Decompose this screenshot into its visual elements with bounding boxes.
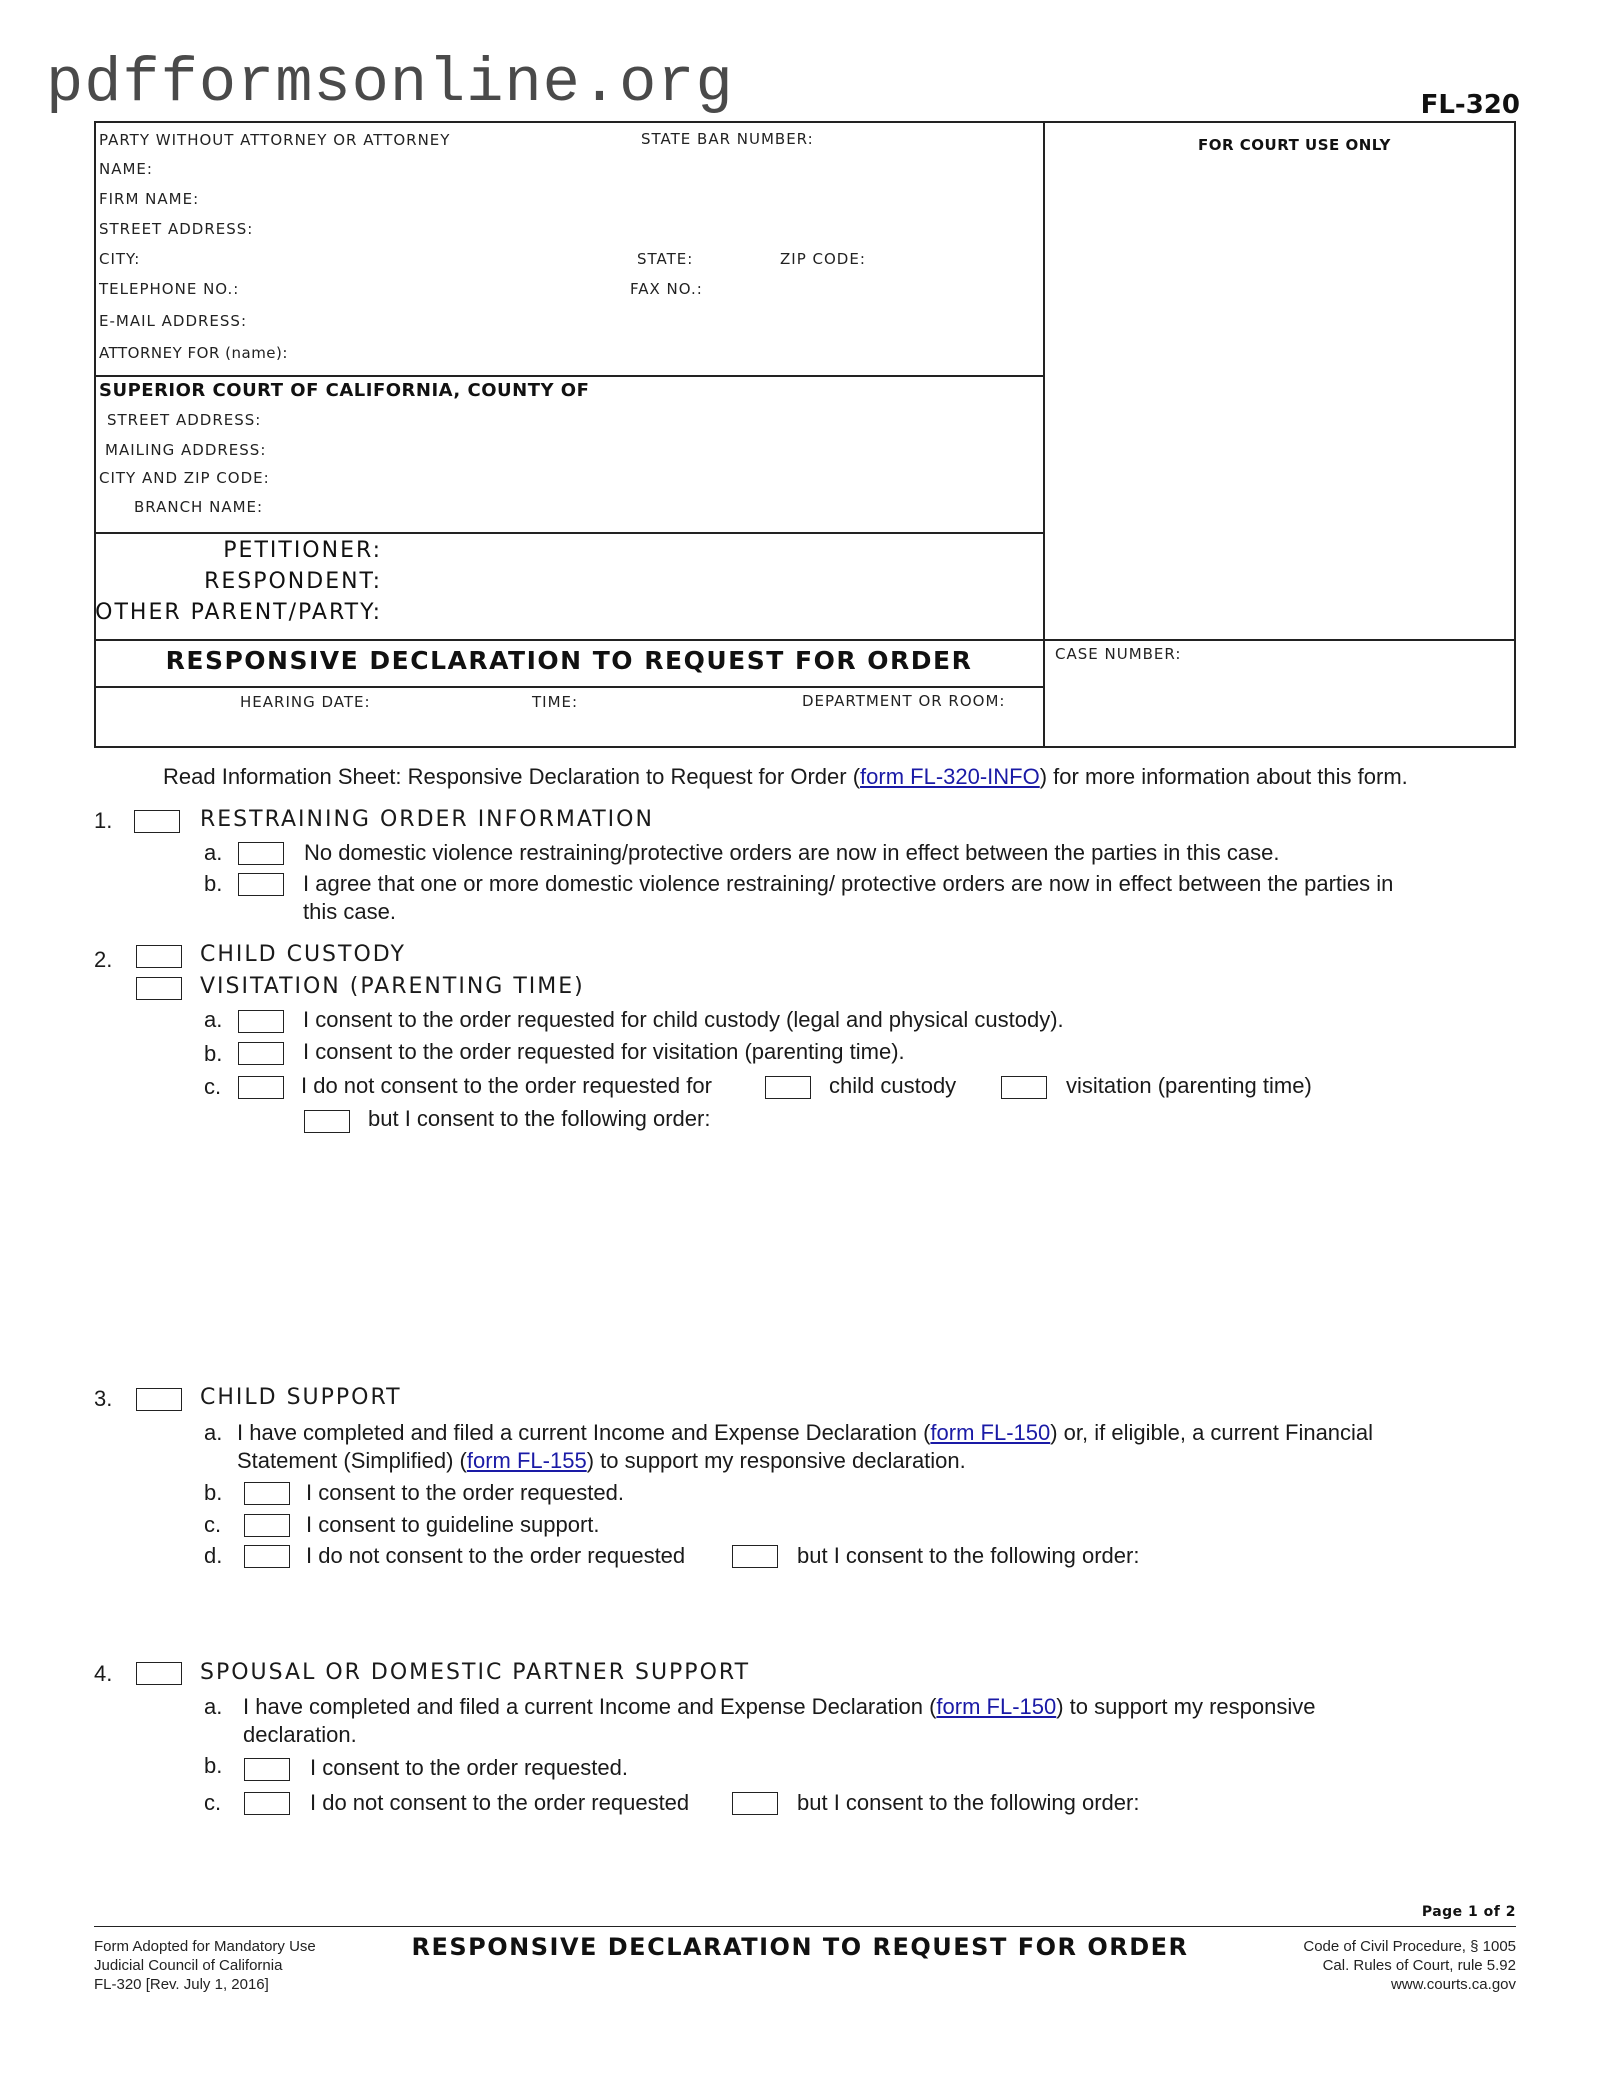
footer-revision: FL-320 [Rev. July 1, 2016] [94, 1976, 269, 1993]
branch-name-label: BRANCH NAME: [134, 498, 264, 516]
watermark: pdfformsonline.org [46, 48, 734, 119]
hearing-date-label: HEARING DATE: [240, 693, 371, 711]
item-4b-checkbox[interactable] [244, 1758, 290, 1781]
item-3d-text: I do not consent to the order requested [306, 1543, 686, 1568]
item-4c-letter: c. [204, 1790, 222, 1815]
item-3a-letter: a. [204, 1420, 223, 1445]
city-label: CITY: [99, 250, 141, 268]
intro-text-after: ) for more information about this form. [1039, 764, 1408, 789]
footer-rules: Cal. Rules of Court, rule 5.92 [1322, 1957, 1516, 1974]
item-1a-letter: a. [204, 840, 223, 865]
item-2c-but-text: but I consent to the following order: [368, 1106, 711, 1131]
item-3a-text1: I have completed and filed a current Income and Expense Declaration ( [237, 1420, 931, 1445]
item-2b-letter: b. [204, 1041, 223, 1066]
attorney-for-label: ATTORNEY FOR (name): [99, 344, 288, 362]
state-bar-label: STATE BAR NUMBER: [641, 130, 814, 148]
item-2a-checkbox[interactable] [238, 1010, 284, 1033]
party-label: PARTY WITHOUT ATTORNEY OR ATTORNEY [99, 131, 451, 149]
item-1b-letter: b. [204, 871, 223, 896]
footer-right [1303, 1937, 1516, 1994]
court-street-label: STREET ADDRESS: [107, 411, 262, 429]
item-2c-custody-label: child custody [829, 1073, 957, 1098]
item-2a-letter: a. [204, 1007, 223, 1032]
item-4c-text: I do not consent to the order requested [310, 1790, 690, 1815]
item-4c-checkbox[interactable] [244, 1792, 290, 1815]
item-1b-text-line2: this case. [303, 899, 396, 924]
section-1-title: RESTRAINING ORDER INFORMATION [200, 807, 654, 832]
footer-website: www.courts.ca.gov [1390, 1976, 1516, 1993]
footer-left [94, 1937, 316, 1994]
section-3-title: CHILD SUPPORT [200, 1385, 402, 1410]
item-4a-text2: ) to support my responsive [1056, 1694, 1316, 1719]
visitation-title: VISITATION (PARENTING TIME) [200, 974, 585, 999]
form-title: RESPONSIVE DECLARATION TO REQUEST FOR ORDER [165, 646, 973, 675]
item-2c-visitation-checkbox[interactable] [1001, 1076, 1047, 1099]
item-3b-checkbox[interactable] [244, 1482, 290, 1505]
item-3d-checkbox[interactable] [244, 1545, 290, 1568]
section-3-number: 3. [94, 1386, 113, 1411]
firm-name-label: FIRM NAME: [99, 190, 200, 208]
zip-code-label: ZIP CODE: [780, 250, 866, 268]
section-1-number: 1. [94, 808, 113, 833]
court-section-divider [94, 532, 1044, 534]
attorney-section-divider [94, 375, 1044, 377]
form-number: FL-320 [1420, 90, 1520, 120]
name-label: NAME: [99, 160, 153, 178]
fax-label: FAX NO.: [630, 280, 703, 298]
item-4a-line1 [243, 1694, 1315, 1720]
item-2c-but-checkbox[interactable] [304, 1110, 350, 1133]
court-title: SUPERIOR COURT OF CALIFORNIA, COUNTY OF [99, 380, 590, 401]
item-3c-letter: c. [204, 1512, 222, 1537]
visitation-checkbox[interactable] [136, 977, 182, 1000]
item-2b-text: I consent to the order requested for visitation (parenting time). [303, 1039, 905, 1064]
state-label: STATE: [637, 250, 694, 268]
title-bottom-divider [94, 686, 1044, 688]
item-2c-checkbox[interactable] [238, 1076, 284, 1099]
item-3d-letter: d. [204, 1543, 223, 1568]
child-custody-checkbox[interactable] [136, 945, 182, 968]
fl-320-info-link[interactable]: form FL-320-INFO [860, 764, 1040, 789]
item-3a-text4: ) to support my responsive declaration. [586, 1448, 966, 1473]
court-use-label: FOR COURT USE ONLY [1198, 136, 1391, 154]
department-label: DEPARTMENT OR ROOM: [802, 692, 1006, 710]
item-3d-but-checkbox[interactable] [732, 1545, 778, 1568]
section-2-number: 2. [94, 947, 113, 972]
footer-adopted: Form Adopted for Mandatory Use [94, 1938, 316, 1955]
item-4a-text1: I have completed and filed a current Income and Expense Declaration ( [243, 1694, 937, 1719]
item-3b-letter: b. [204, 1480, 223, 1505]
intro-line [163, 764, 1408, 790]
item-4a-line2: declaration. [243, 1722, 357, 1747]
item-2c-text: I do not consent to the order requested for [301, 1073, 712, 1098]
court-mailing-label: MAILING ADDRESS: [105, 441, 267, 459]
item-1a-checkbox[interactable] [238, 842, 284, 865]
section-4-title: SPOUSAL OR DOMESTIC PARTNER SUPPORT [200, 1660, 751, 1685]
item-3a-line1 [237, 1420, 1373, 1446]
item-2c-visitation-label: visitation (parenting time) [1066, 1073, 1312, 1098]
item-3c-checkbox[interactable] [244, 1514, 290, 1537]
telephone-label: TELEPHONE NO.: [99, 280, 240, 298]
case-number-label: CASE NUMBER: [1055, 645, 1182, 663]
section-3-checkbox[interactable] [136, 1388, 182, 1411]
item-1b-text-line1: I agree that one or more domestic violence restraining/ protective orders are now in effect between the parties in [303, 871, 1394, 896]
item-3a-text3: Statement (Simplified) ( [237, 1448, 467, 1473]
footer-title: RESPONSIVE DECLARATION TO REQUEST FOR ORDER [411, 1933, 1189, 1961]
item-4c-but-text: but I consent to the following order: [797, 1790, 1140, 1815]
item-1b-checkbox[interactable] [238, 873, 284, 896]
street-address-label: STREET ADDRESS: [99, 220, 254, 238]
item-2c-letter: c. [204, 1074, 222, 1099]
title-top-divider [94, 639, 1516, 641]
section-4-number: 4. [94, 1661, 113, 1686]
fl-150-link[interactable]: form FL-150 [930, 1420, 1051, 1445]
item-1a-text: No domestic violence restraining/protective orders are now in effect between the parties in this case. [304, 840, 1280, 865]
page-number: Page 1 of 2 [1421, 1904, 1516, 1920]
fl-155-link[interactable]: form FL-155 [466, 1448, 587, 1473]
footer-council: Judicial Council of California [94, 1957, 283, 1974]
other-party-label: OTHER PARENT/PARTY: [95, 600, 382, 625]
hearing-time-label: TIME: [532, 693, 579, 711]
item-4b-letter: b. [204, 1753, 223, 1778]
footer-rule [94, 1926, 1516, 1927]
item-3c-text: I consent to guideline support. [306, 1512, 600, 1537]
item-4b-text: I consent to the order requested. [310, 1755, 628, 1780]
item-3a-text2: ) or, if eligible, a current Financial [1050, 1420, 1374, 1445]
court-city-zip-label: CITY AND ZIP CODE: [99, 469, 270, 487]
item-2a-text: I consent to the order requested for child custody (legal and physical custody). [303, 1007, 1064, 1032]
footer-ccp: Code of Civil Procedure, § 1005 [1303, 1938, 1516, 1955]
email-label: E-MAIL ADDRESS: [99, 312, 248, 330]
child-custody-title: CHILD CUSTODY [200, 942, 406, 967]
item-3a-line2 [237, 1448, 966, 1474]
item-3b-text: I consent to the order requested. [306, 1480, 624, 1505]
respondent-label: RESPONDENT: [204, 569, 382, 594]
intro-text-before: Read Information Sheet: Responsive Declaration to Request for Order ( [163, 764, 861, 789]
item-2b-checkbox[interactable] [238, 1042, 284, 1065]
petitioner-label: PETITIONER: [223, 538, 382, 563]
item-2c-custody-checkbox[interactable] [765, 1076, 811, 1099]
fl-150-link-spousal[interactable]: form FL-150 [936, 1694, 1057, 1719]
item-3d-but-text: but I consent to the following order: [797, 1543, 1140, 1568]
item-4a-letter: a. [204, 1694, 223, 1719]
section-4-checkbox[interactable] [136, 1662, 182, 1685]
section-1-checkbox[interactable] [134, 810, 180, 833]
item-4c-but-checkbox[interactable] [732, 1792, 778, 1815]
